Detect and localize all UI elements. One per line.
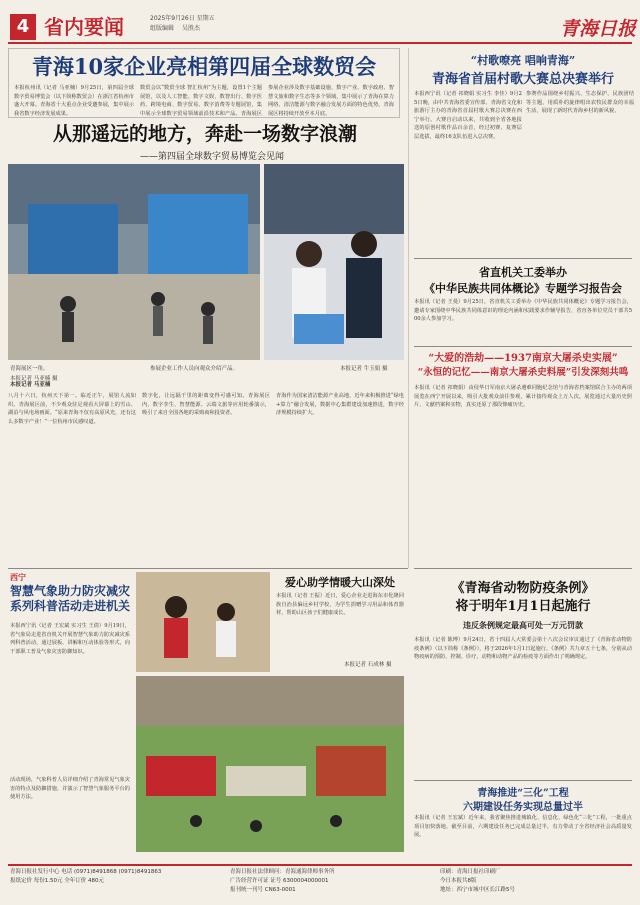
weather-body: 本报西宁讯（记者 王宏斌 实习生 王倩）9月19日，省气象局走进省直机关开展智慧气象助力防灾减灾系列科普活动，通过展板、讲解和互动体验等形式，向干部职工普及气象灾害防御知识。 [10, 623, 130, 655]
culture-headline: 青海省首届村歌大赛总决赛举行 [431, 72, 614, 87]
culture-headline-small: “村歌嘹亮 唱响青海” [470, 54, 576, 67]
provincial-body: 本报讯（记者 王曼）9月25日，省直机关工委举办《中华民族共同体概论》专题学习报告会，邀请专家围绕中华民族共同体意识的理论内涵和实践要求作辅导报告，省直各单位党员干部共500余人参加学习。 [414, 299, 632, 322]
culture-body: 本报西宁讯（记者 祁晓娟 实习生 李佳）9月25日晚，由中共青海省委宣传部、青海省文化和旅游厅主办的青海省首届村歌大赛总决赛在西宁举行。大赛自启动以来，共收到全省各地报送的原创村歌作品百余首，经过初赛、复赛层层选拔，最终16支队伍进入总决赛。 [414, 91, 522, 140]
issue-date: 2025年9月26日 星期五 [150, 15, 215, 22]
column-divider [408, 48, 409, 568]
weather-body-2: 活动现场，气象科普人员详细介绍了青海常见气象灾害的特点及防御措施，并演示了智慧气象服务平台的使用方法。 [10, 777, 130, 800]
header-rule [8, 42, 632, 44]
regulation-subhead: 违反条例规定最高可处一万元罚款 [463, 620, 583, 630]
economy-body: 本报讯（记者 王宏斌）近年来，我省聚焦推进城镇化、信息化、绿色化“三化”工程，一批重点项目加快落地。截至目前，六期建设任务已完成总量过半，有力带动了全省经济社会高质量发展。 [414, 815, 632, 838]
footer-printer: 印刷：青海日报社印刷厂 [440, 869, 501, 875]
nanjing-headline-2: “永恒的记忆——南京大屠杀史料展”引发深刻共鸣 [417, 367, 629, 378]
lead-headline: 青海10家企业亮相第四届全球数贸会 [31, 54, 377, 79]
weather-headline: 智慧气象助力防灾减灾系列科普活动走进机关 [10, 584, 131, 613]
rule-bottom [8, 568, 408, 569]
footer-address: 地址：西宁市城中区长江路5号 [440, 887, 516, 893]
weather-section-label: 西宁 [10, 573, 26, 582]
charity-photo-credit: 本报记者 石成林 摄 [344, 662, 392, 668]
masthead-logo: 青海日报 [560, 18, 637, 40]
lead-body-col3: 参展企业涉及数字基础设施、数字产业、数字政府、智慧文旅和数字生态等多个领域，集中展示了青海在算力网络、清洁能源与数字融合发展方面的特色优势。青海展区将持续开放至本月底。 [268, 85, 394, 116]
feature-photo-credit-2: 本报记者 牛玉娟 摄 [340, 366, 388, 372]
editor-label: 组版编辑 [150, 25, 175, 32]
feature-body-col1: 八月十六日，杭州天下第一。临近正午，展馆人流如织。青海展区前，不少观众驻足观看大屏幕上的雪山、湖泊与风电场画面。“原来青海不仅有高原风光，还有这么多数字产业！”一位杭州市民感叹道。 [8, 393, 136, 425]
charity-photo-1 [136, 572, 270, 672]
culture-body-2: 参赛作品围绕乡村振兴、生态保护、民族团结等主题，用质朴的旋律唱出农牧民群众的幸福生活，展现了新时代青海乡村的新风貌。 [526, 91, 634, 114]
feature-subhead: ——第四届全球数字贸易博览会见闻 [140, 152, 285, 162]
regulation-headline-2: 将于明年1月1日起施行 [455, 599, 591, 614]
economy-headline-2: 六期建设任务实现总量过半 [463, 802, 583, 813]
economy-headline: 青海推进“三化”工程 [477, 788, 569, 799]
feature-body-col2: 数字化，让远隔千里的距离变得可感可知。青海展区内，数字孪生、智慧能源、云端文旅等应用轮番演示，吸引了来自全国各地的采购商和投资者。 [142, 393, 270, 416]
footer-legal: 青海日报社法律顾问：青海通海律师事务所 [230, 869, 335, 875]
charity-headline: 爱心助学情暖大山深处 [285, 576, 395, 589]
nanjing-body: 本报讯（记者 祁晓娟）由侵华日军南京大屠杀遇难同胞纪念馆与青海省档案馆联合主办的两项展览在西宁开展以来，吸引大批观众前往参观，累计接待观众上万人次。展览通过大量历史照片、文献档案和实物，真实还原了那段惨痛历史。 [414, 385, 632, 408]
charity-photo-2 [136, 676, 404, 852]
regulation-headline: 《青海省动物防疫条例》 [451, 581, 595, 596]
footer-license: 广告经营许可证 证号 6300004000001 [230, 878, 329, 884]
footer-distribution: 青海日报社发行中心 电话 (0971)8491868 (0971)8491863 [10, 869, 162, 875]
lead-byline: 本报杭州讯（记者 马亚楠）9月25日，第四届全球数字贸易博览会（以下简称数贸会）在浙江省杭州市盛大开幕。青海省十大重点企业受邀参展，集中展示我省数字经济发展成果。 [14, 85, 134, 116]
feature-byline: 本报记者 马亚楠 [10, 382, 51, 388]
page-number-badge: 4 [10, 14, 36, 40]
nanjing-headline: “大爱的浩劫——1937南京大屠杀史实展” [428, 353, 618, 364]
charity-body: 本报讯（记者 王振）近日，爱心企业走进海东市化隆回族自治县偏远乡村学校，为学生捐赠学习用品和体育器材，帮助山区孩子们健康成长。 [276, 593, 404, 616]
feature-photo-hall [8, 164, 260, 360]
footer-rule [8, 864, 632, 866]
rule-provincial [414, 258, 632, 259]
provincial-headline-small: 省直机关工委举办 [479, 266, 567, 279]
footer-price: 报纸定价 每份1.50元 全年订价 480元 [10, 878, 104, 884]
rule-regulation [414, 568, 632, 569]
feature-caption-2: 参展企业工作人员向观众介绍产品。 [150, 366, 239, 372]
footer-pages: 今日本报共8版 [440, 878, 477, 884]
regulation-body: 本报讯（记者 陈博）9月24日，省十四届人大常委会第十八次会议审议通过了《青海省动物防疫条例》（以下简称《条例》），将于2026年1月1日起施行。《条例》共九章五十七条，分别从动物疫病的预防、控制、诊疗，动物和动物产品的检疫等方面作出了明确规定。 [414, 637, 632, 660]
feature-headline: 从那遥远的地方，奔赴一场数字浪潮 [52, 123, 357, 145]
lead-body-col2: 数贸会以“数贸全球 智汇杭州”为主题，设置1个主题展馆，以及人工智能、数字文娱、数智出行、数字医药、跨境电商、数字贸易、数字消费等专题展馆，集中展示全球数字贸易领域前沿技术和产品。青海展区 [140, 85, 262, 116]
section-title: 省内要闻 [44, 15, 124, 39]
rule-economy [414, 780, 632, 781]
provincial-headline: 《中华民族共同体概论》专题学习报告会 [424, 282, 622, 295]
footer-issn: 报刊统一刊号 CN63-0001 [230, 887, 296, 893]
feature-photo-credit-1: 本报记者 马亚楠 摄 [10, 376, 58, 382]
feature-photo-visitors [264, 164, 404, 360]
rule-nanjing [414, 346, 632, 347]
feature-body-col3: 青海作为国家清洁能源产业高地，近年来积极推进“绿电+算力”融合发展，数据中心集群建设加速推进，数字经济规模持续扩大。 [276, 393, 404, 416]
editor-name: 吴胜杰 [182, 25, 201, 32]
feature-caption-1: 青海展区一角。 [10, 366, 49, 372]
